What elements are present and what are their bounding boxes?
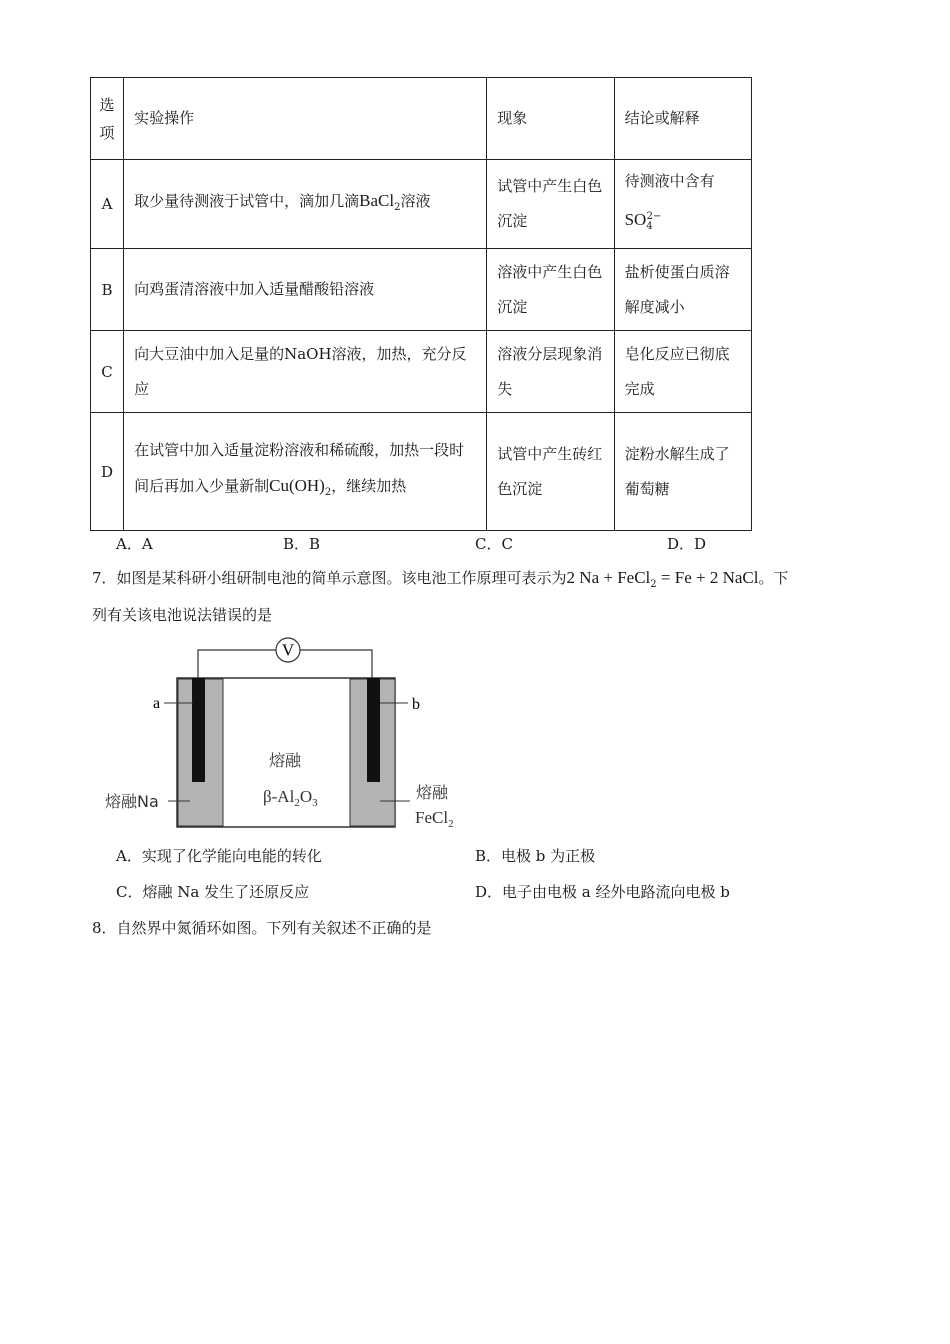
conclusion-formula-sub: 4 (646, 221, 653, 232)
wire-left (198, 650, 276, 678)
row-option: C (91, 331, 124, 413)
op-formula: Cu(OH) (269, 476, 325, 495)
row-option: D (91, 413, 124, 531)
q6-option-c[interactable]: C．C (475, 535, 513, 553)
row-operation (124, 413, 487, 531)
experiment-table (90, 77, 752, 531)
voltmeter-label: V (281, 640, 295, 660)
beta-sub1: 2 (294, 797, 300, 809)
label-center-molten: 熔融 (268, 751, 302, 770)
q7-option-d[interactable]: D．电子由电极 a 经外电路流向电极 b (475, 883, 730, 901)
q7-equation-part2: = Fe + 2 NaCl (656, 568, 759, 587)
table-row (91, 160, 752, 249)
op-formula-sub: 2 (394, 202, 401, 213)
conclusion-text-pre: 待测液中含有 (624, 172, 715, 190)
op-text-post: ，继续加热 (331, 477, 407, 495)
op-formula-sub: 2 (324, 487, 332, 498)
header-operation: 实验操作 (124, 78, 487, 160)
beta-o: O (299, 787, 313, 806)
row-phenomenon: 试管中产生砖红色沉淀 (487, 413, 614, 531)
label-right-molten: 熔融 (416, 783, 449, 802)
fecl-sub: 2 (448, 818, 454, 830)
label-a: a (153, 695, 161, 712)
conclusion-formula-sup: 2− (646, 211, 662, 222)
table-row (91, 249, 752, 331)
q7-text-pre: 7．如图是某科研小组研制电池的简单示意图。该电池工作原理可表示为 (92, 569, 567, 587)
q7-equation-sub: 2 (650, 579, 657, 590)
row-operation: 向大豆油中加入足量的NaOH溶液，加热，充分反应 (124, 331, 487, 413)
fecl: FeCl (415, 808, 449, 827)
row-phenomenon: 溶液分层现象消失 (487, 331, 614, 413)
q7-option-a[interactable]: A．实现了化学能向电能的转化 (116, 847, 322, 865)
q6-option-b[interactable]: B．B (283, 535, 321, 553)
electrode-a (192, 678, 205, 782)
op-text-post: 溶液 (400, 192, 431, 210)
row-phenomenon: 试管中产生白色沉淀 (487, 160, 614, 249)
op-text-pre: 在试管中加入适量淀粉溶液和稀硫酸，加热一段时间后再加入少量新制 (134, 441, 465, 495)
q6-option-d[interactable]: D．D (667, 535, 707, 553)
label-molten-na: 熔融Na (105, 792, 159, 811)
row-phenomenon: 溶液中产生白色沉淀 (487, 249, 614, 331)
q7-question-line1 (92, 567, 788, 596)
op-text-pre: 取少量待测液于试管中，滴加几滴 (134, 192, 360, 210)
q7-equation-part1: 2 Na + FeCl (566, 568, 651, 587)
label-fecl2 (415, 808, 454, 830)
row-operation (124, 160, 487, 249)
conclusion-formula: SO (624, 210, 647, 229)
header-option: 选项 (91, 78, 124, 160)
q7-option-b[interactable]: B．电极 b 为正极 (475, 847, 596, 865)
q6-option-a[interactable]: A．A (116, 535, 153, 553)
battery-diagram (100, 636, 480, 836)
label-beta-alumina (263, 787, 318, 809)
row-operation: 向鸡蛋清溶液中加入适量醋酸铅溶液 (124, 249, 487, 331)
row-conclusion: 淀粉水解生成了葡萄糖 (614, 413, 751, 531)
table-row (91, 413, 752, 531)
beta-al: β-Al (263, 787, 295, 806)
header-phenomenon: 现象 (487, 78, 614, 160)
wire-right (300, 650, 372, 678)
q7-question-line2: 列有关该电池说法错误的是 (92, 606, 273, 624)
table-row (91, 331, 752, 413)
q7-option-c[interactable]: C．熔融 Na 发生了还原反应 (116, 883, 310, 901)
header-conclusion: 结论或解释 (614, 78, 751, 160)
beta-sub2: 3 (312, 797, 318, 809)
row-conclusion: 盐析使蛋白质溶解度减小 (614, 249, 751, 331)
row-option: A (91, 160, 124, 249)
label-b: b (412, 696, 420, 713)
row-option: B (91, 249, 124, 331)
q8-question: 8．自然界中氮循环如图。下列有关叙述不正确的是 (92, 919, 432, 937)
electrode-b (367, 678, 380, 782)
table-header-row (91, 78, 752, 160)
q7-text-post: 。下 (758, 569, 789, 587)
row-conclusion (614, 160, 751, 249)
op-formula: BaCl (359, 191, 395, 210)
row-conclusion: 皂化反应已彻底完成 (614, 331, 751, 413)
